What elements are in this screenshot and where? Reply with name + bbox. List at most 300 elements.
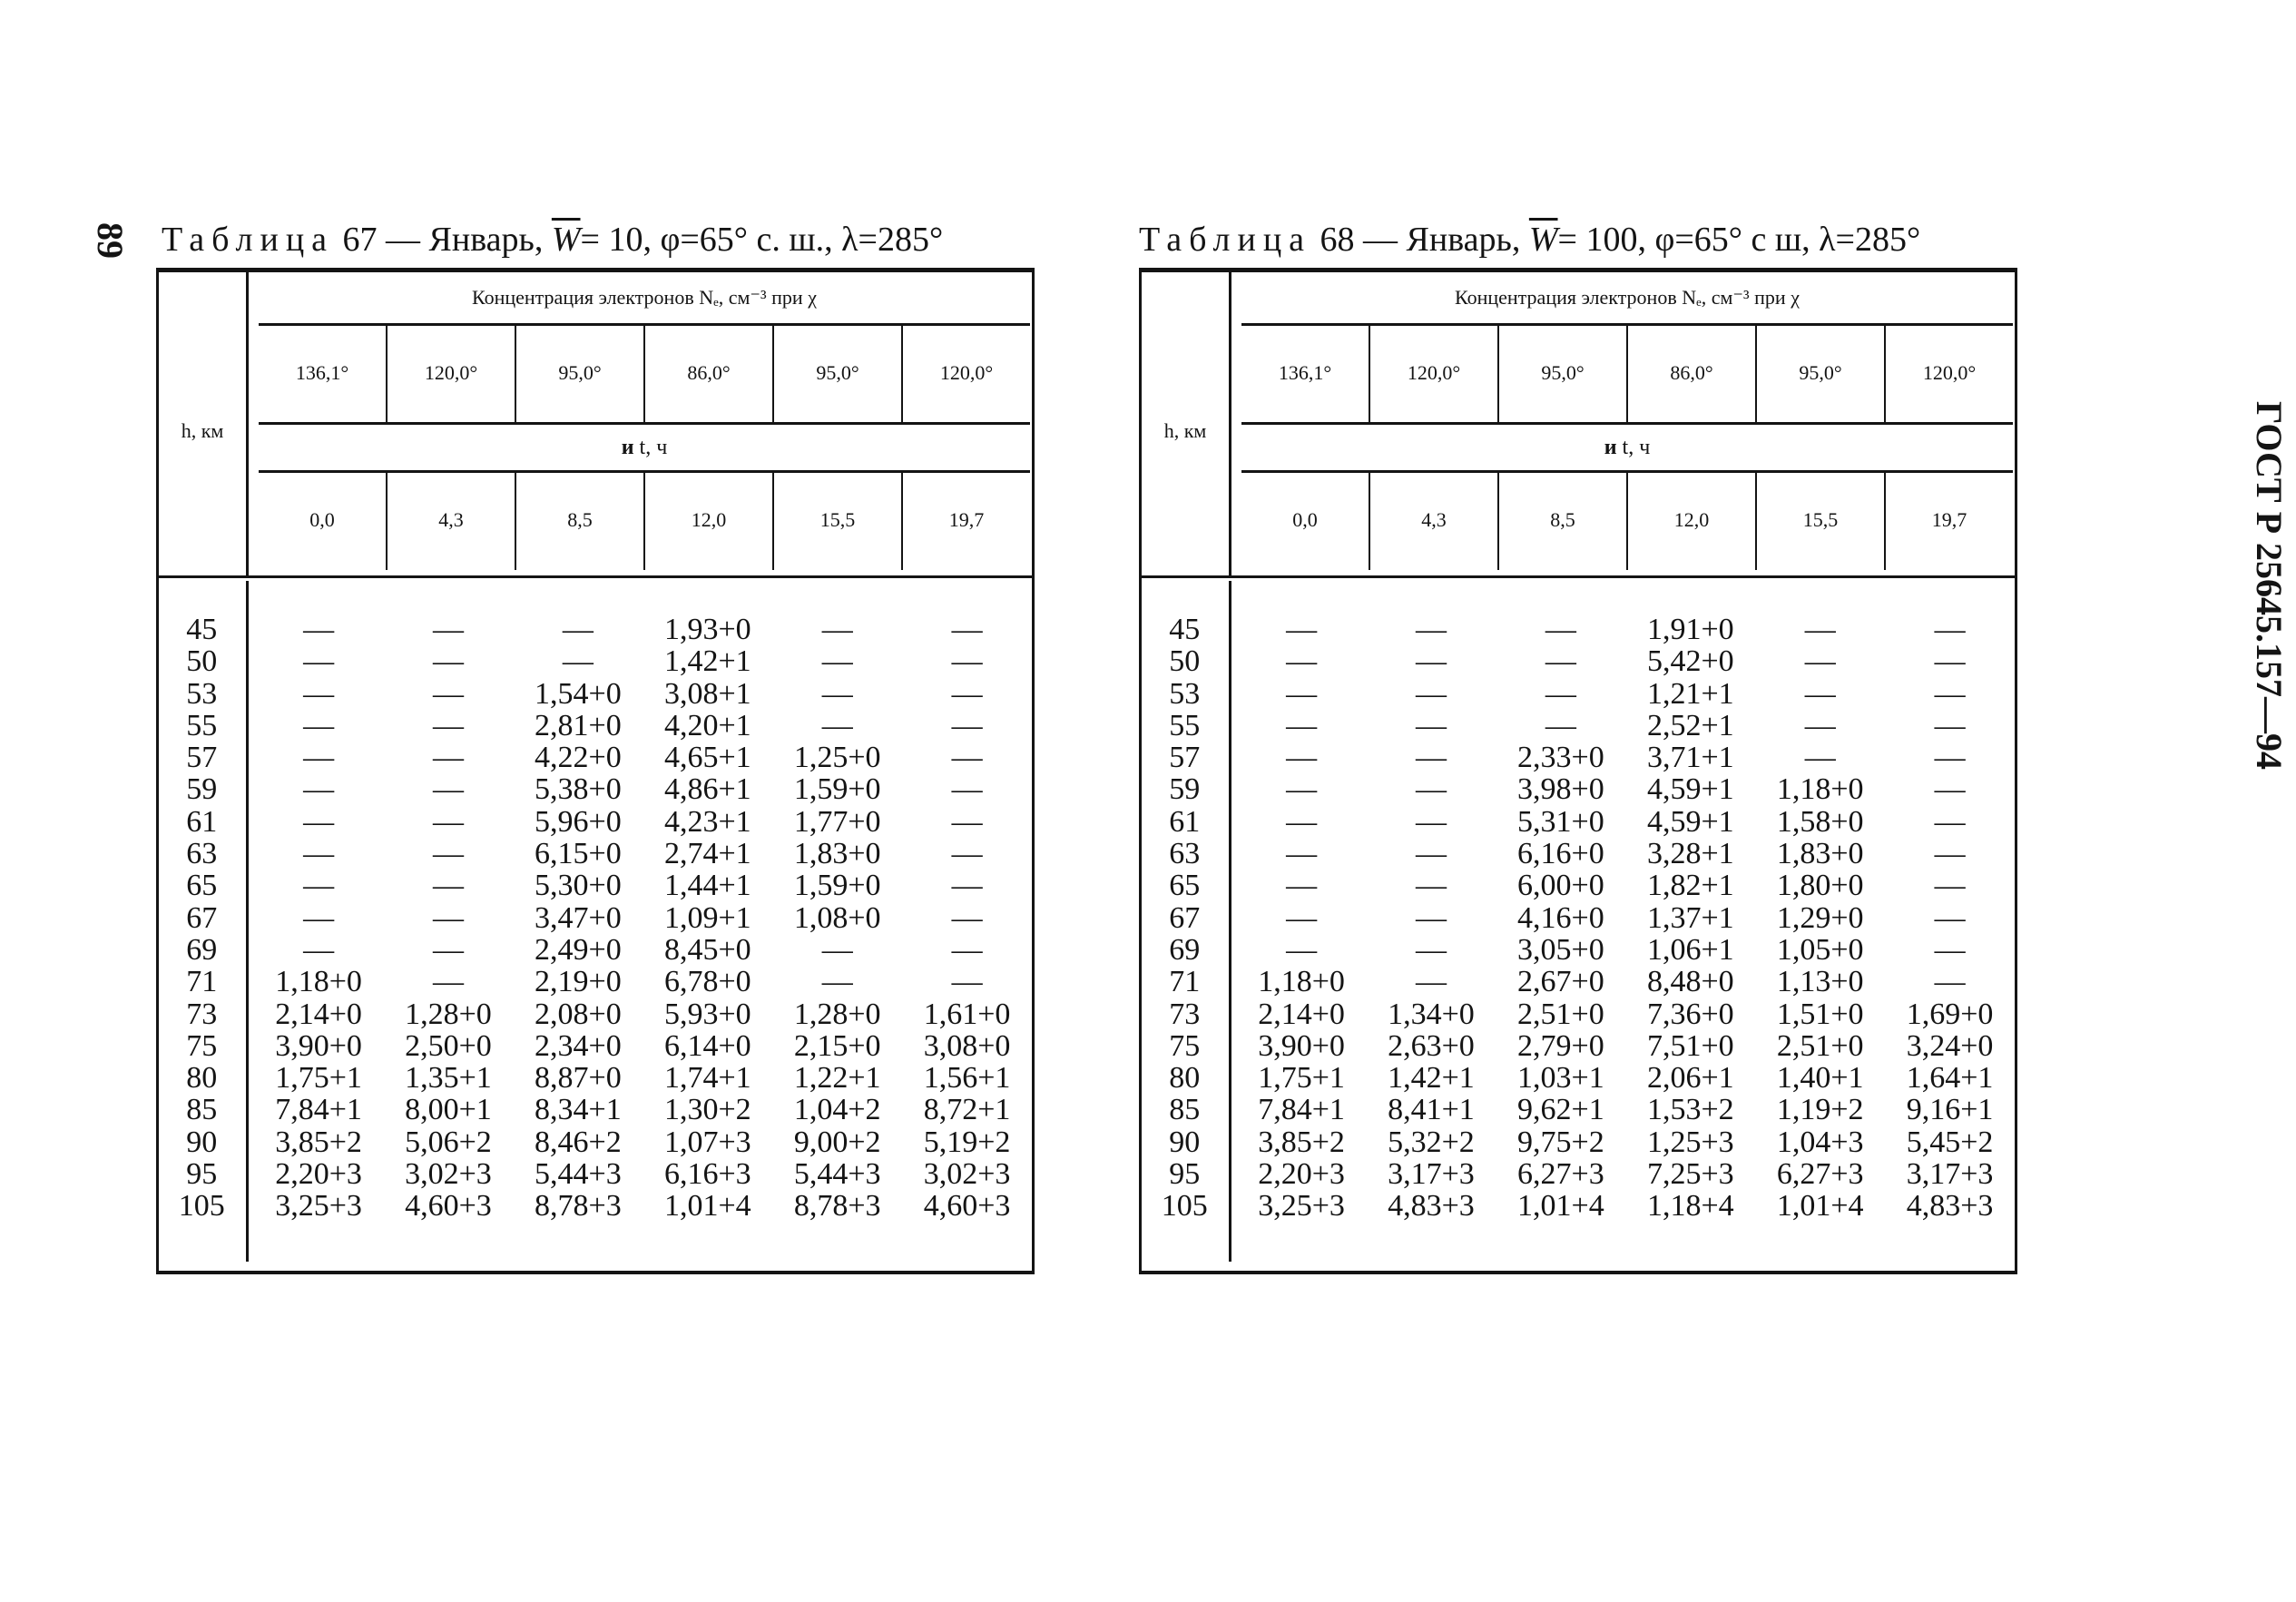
table-row [159,1030,1032,1062]
concentration-cell: 8,48+0 [1646,965,1734,999]
altitude-cell: 73 [1169,997,1201,1031]
page-number: 89 [90,222,131,259]
concentration-cell: — [303,837,335,871]
time-header-and: и [1604,436,1617,459]
concentration-cell: — [1804,644,1836,679]
concentration-cell: 5,93+0 [663,997,751,1031]
concentration-cell: — [1934,965,1966,999]
concentration-cell: 2,51+0 [1517,997,1604,1031]
chi-header-row [1241,323,2013,422]
altitude-cell: 80 [1169,1061,1201,1096]
concentration-cell: 1,61+0 [923,997,1011,1031]
t-cell: 8,5 [516,470,645,570]
caption-w-symbol: $\overline{W}$ [551,221,581,259]
concentration-cell: — [432,900,464,935]
concentration-cell: 6,78+0 [663,965,751,999]
altitude-cell: 90 [1169,1125,1201,1159]
concentration-cell: 8,78+3 [535,1189,622,1224]
concentration-cell: 3,02+3 [923,1157,1011,1192]
concentration-cell: — [1415,772,1447,807]
chi-cell: 120,0° [1370,323,1499,422]
altitude-cell: 75 [186,1028,218,1063]
concentration-cell: 6,27+3 [1776,1157,1864,1192]
concentration-cell: 1,69+0 [1906,997,1994,1031]
concentration-cell: — [1934,869,1966,903]
concentration-cell: — [303,676,335,711]
altitude-cell: 55 [1169,708,1201,742]
concentration-cell: — [1415,644,1447,679]
concentration-cell: 1,44+1 [663,869,751,903]
altitude-cell: 50 [186,644,218,679]
concentration-cell: — [303,932,335,967]
concentration-cell: 1,54+0 [535,676,622,711]
concentration-cell: — [1415,741,1447,775]
concentration-cell: 7,36+0 [1646,997,1734,1031]
concentration-cell: 1,77+0 [793,804,881,839]
concentration-cell: 5,30+0 [535,869,622,903]
table-row [1142,742,2015,773]
concentration-cell: — [1804,676,1836,711]
concentration-cell: — [951,741,983,775]
concentration-cell: — [951,837,983,871]
concentration-cell: 4,65+1 [663,741,751,775]
concentration-cell: 3,28+1 [1646,837,1734,871]
concentration-cell: 5,44+3 [535,1157,622,1192]
table-row [1142,1062,2015,1094]
concentration-cell: 7,51+0 [1646,1028,1734,1063]
altitude-cell: 95 [186,1157,218,1192]
concentration-cell: 1,82+1 [1646,869,1734,903]
altitude-cell: 65 [1169,869,1201,903]
t-cell: 19,7 [1931,508,1967,531]
concentration-cell: 8,87+0 [535,1061,622,1096]
table-row [1142,645,2015,677]
concentration-cell: 1,18+0 [275,965,362,999]
table-row [159,1190,1032,1222]
concentration-cell: 8,72+1 [923,1093,1011,1127]
table-67-body [159,614,1032,1223]
t-cell: 0,0 [1241,470,1370,570]
concentration-cell: — [1286,772,1318,807]
t-cell: 8,5 [1499,470,1628,570]
concentration-cell: 3,85+2 [1258,1125,1345,1159]
t-cell: 15,5 [1757,470,1886,570]
concentration-cell: — [303,741,335,775]
altitude-cell: 63 [1169,837,1201,871]
concentration-cell: — [1545,708,1576,742]
concentration-cell: — [1545,676,1576,711]
altitude-cell: 53 [1169,676,1201,711]
concentration-cell: 4,83+3 [1906,1189,1994,1224]
concentration-cell: 1,37+1 [1646,900,1734,935]
concentration-cell: — [1415,900,1447,935]
concentration-cell: — [1415,932,1447,967]
chi-header-row [259,323,1030,422]
altitude-cell: 53 [186,676,218,711]
caption-number: 68 [1320,221,1355,259]
table-row [159,966,1032,998]
concentration-cell: — [1286,804,1318,839]
h-column-header [159,272,249,575]
altitude-cell: 85 [186,1093,218,1127]
altitude-cell: 69 [186,932,218,967]
header-rule [159,575,1032,578]
concentration-cell: 7,84+1 [275,1093,362,1127]
concentration-cell: — [951,772,983,807]
concentration-cell: — [1415,708,1447,742]
concentration-cell: 2,79+0 [1517,1028,1604,1063]
concentration-cell: 2,19+0 [535,965,622,999]
concentration-cell: 3,08+0 [923,1028,1011,1063]
concentration-cell: — [303,708,335,742]
concentration-cell: — [1286,869,1318,903]
table-row [159,645,1032,677]
concentration-cell: — [951,932,983,967]
concentration-cell: 2,06+1 [1646,1061,1734,1096]
chi-cell: 136,1° [1241,323,1370,422]
chi-cell: 95,0° [1499,323,1628,422]
time-header-label: t, ч [639,436,668,459]
concentration-cell: 1,83+0 [1776,837,1864,871]
concentration-cell: 1,01+4 [663,1189,751,1224]
concentration-cell: 1,09+1 [663,900,751,935]
concentration-cell: — [1545,644,1576,679]
concentration-cell: 1,93+0 [663,613,751,646]
table-68-caption [1139,218,1920,261]
table-row [1142,998,2015,1030]
concentration-cell: — [303,772,335,807]
concentration-cell: — [1415,613,1447,646]
concentration-cell: — [1415,837,1447,871]
concentration-cell: 1,42+1 [663,644,751,679]
chi-cell: 95,0° [774,323,903,422]
table-row [159,1126,1032,1158]
table-row [1142,1158,2015,1190]
table-row [159,934,1032,966]
concentration-cell: 1,04+2 [793,1093,881,1127]
concentration-cell: 4,59+1 [1646,772,1734,807]
altitude-cell: 57 [186,741,218,775]
concentration-cell: 2,81+0 [535,708,622,742]
table-row [1142,773,2015,805]
table-row [159,614,1032,645]
concentration-cell: — [1934,644,1966,679]
concentration-cell: 1,01+4 [1776,1189,1864,1224]
altitude-cell: 71 [186,965,218,999]
concentration-cell: — [821,965,853,999]
concentration-cell: — [303,644,335,679]
concentration-cell: 1,59+0 [793,869,881,903]
time-header [1241,422,2013,473]
time-header-and: и [621,436,634,459]
concentration-cell: — [432,644,464,679]
altitude-cell: 57 [1169,741,1201,775]
altitude-cell: 67 [186,900,218,935]
table-row [159,870,1032,901]
altitude-cell: 85 [1169,1093,1201,1127]
table-row [1142,806,2015,838]
concentration-cell: 4,20+1 [663,708,751,742]
concentration-cell: 1,25+3 [1646,1125,1734,1159]
concentration-cell: — [1934,900,1966,935]
concentration-cell: 1,59+0 [793,772,881,807]
concentration-cell: — [951,965,983,999]
concentration-cell: — [821,613,853,646]
concentration-cell: 2,34+0 [535,1028,622,1063]
concentration-cell: 1,30+2 [663,1093,751,1127]
table-row [1142,614,2015,645]
concentration-header: Концентрация электронов Nₑ, см⁻³ при χ [259,272,1030,326]
altitude-cell: 105 [1161,1189,1208,1224]
concentration-cell: — [1286,837,1318,871]
table-67-caption [162,218,943,261]
altitude-cell: 59 [1169,772,1201,807]
concentration-cell: 1,80+0 [1776,869,1864,903]
concentration-cell: 7,84+1 [1258,1093,1345,1127]
table-67 [156,268,1035,1274]
caption-params: = 100, φ=65° с ш, λ=285° [1557,221,1921,259]
concentration-cell: 9,00+2 [793,1125,881,1159]
time-header-label: t, ч [1622,436,1651,459]
concentration-cell: 2,67+0 [1517,965,1604,999]
altitude-cell: 67 [1169,900,1201,935]
concentration-cell: 5,45+2 [1906,1125,1994,1159]
concentration-cell: — [821,708,853,742]
concentration-cell: 2,20+3 [1258,1157,1345,1192]
concentration-cell: 2,14+0 [1258,997,1345,1031]
concentration-cell: 8,00+1 [405,1093,492,1127]
concentration-cell: — [432,613,464,646]
concentration-cell: 6,00+0 [1517,869,1604,903]
concentration-cell: — [1934,741,1966,775]
concentration-cell: 4,86+1 [663,772,751,807]
concentration-cell: 1,01+4 [1517,1189,1604,1224]
concentration-cell: 1,42+1 [1388,1061,1475,1096]
concentration-cell: — [1934,708,1966,742]
altitude-cell: 63 [186,837,218,871]
concentration-cell: — [1934,837,1966,871]
table-row [159,998,1032,1030]
concentration-cell: 2,15+0 [793,1028,881,1063]
altitude-cell: 95 [1169,1157,1201,1192]
concentration-cell: 2,08+0 [535,997,622,1031]
concentration-cell: — [432,869,464,903]
table-68 [1139,268,2017,1274]
concentration-cell: — [1286,676,1318,711]
concentration-cell: — [1415,804,1447,839]
concentration-cell: — [951,804,983,839]
concentration-cell: 1,08+0 [793,900,881,935]
concentration-cell: 4,60+3 [405,1189,492,1224]
concentration-cell: 6,14+0 [663,1028,751,1063]
table-row [1142,902,2015,934]
concentration-cell: 2,33+0 [1517,741,1604,775]
altitude-cell: 105 [178,1189,225,1224]
concentration-cell: 1,40+1 [1776,1061,1864,1096]
table-row [159,742,1032,773]
t-cell: 4,3 [1370,470,1499,570]
concentration-cell: 3,17+3 [1906,1157,1994,1192]
concentration-cell: — [1934,613,1966,646]
concentration-cell: 1,18+0 [1776,772,1864,807]
concentration-cell: 4,23+1 [663,804,751,839]
table-row [159,678,1032,710]
concentration-cell: 3,98+0 [1517,772,1604,807]
concentration-cell: 4,16+0 [1517,900,1604,935]
concentration-cell: 9,16+1 [1906,1093,1994,1127]
concentration-cell: 8,34+1 [535,1093,622,1127]
concentration-cell: 2,20+3 [275,1157,362,1192]
concentration-cell: 2,63+0 [1388,1028,1475,1063]
altitude-cell: 55 [186,708,218,742]
concentration-cell: 2,52+1 [1646,708,1734,742]
concentration-cell: 1,18+4 [1646,1189,1734,1224]
table-row [1142,678,2015,710]
concentration-cell: — [1286,644,1318,679]
concentration-cell: 5,42+0 [1646,644,1734,679]
concentration-cell: 1,75+1 [275,1061,362,1096]
chi-cell: 95,0° [516,323,645,422]
concentration-cell: 3,17+3 [1388,1157,1475,1192]
header-rule [1142,575,2015,578]
concentration-cell: — [1934,676,1966,711]
concentration-cell: 2,49+0 [535,932,622,967]
altitude-cell: 69 [1169,932,1201,967]
chi-cell: 120,0° [388,323,516,422]
concentration-cell: — [432,708,464,742]
table-row [159,806,1032,838]
chi-cell: 136,1° [259,323,388,422]
concentration-cell: 3,05+0 [1517,932,1604,967]
concentration-cell: 5,06+2 [405,1125,492,1159]
time-header [259,422,1030,473]
concentration-cell: 9,62+1 [1517,1093,1604,1127]
concentration-cell: 1,07+3 [663,1125,751,1159]
concentration-cell: 3,90+0 [275,1028,362,1063]
concentration-cell: — [562,644,594,679]
concentration-cell: 5,96+0 [535,804,622,839]
concentration-cell: 1,05+0 [1776,932,1864,967]
altitude-cell: 71 [1169,965,1201,999]
altitude-cell: 80 [186,1061,218,1096]
concentration-cell: 5,31+0 [1517,804,1604,839]
concentration-cell: — [1415,676,1447,711]
concentration-cell: — [1934,772,1966,807]
concentration-cell: 1,35+1 [405,1061,492,1096]
concentration-cell: 3,24+0 [1906,1028,1994,1063]
time-header-row [259,470,1030,570]
concentration-cell: — [303,804,335,839]
t-cell: 15,5 [774,470,903,570]
concentration-cell: 4,60+3 [923,1189,1011,1224]
concentration-cell: — [1415,965,1447,999]
concentration-cell: 1,75+1 [1258,1061,1345,1096]
caption-lead: Таблица [1139,221,1312,259]
concentration-cell: 1,91+0 [1646,613,1734,646]
concentration-cell: 1,34+0 [1388,997,1475,1031]
chi-cell: 86,0° [1628,323,1757,422]
concentration-cell: 3,02+3 [405,1157,492,1192]
caption-month: — Январь, [1363,221,1521,259]
altitude-cell: 73 [186,997,218,1031]
chi-cell: 95,0° [1757,323,1886,422]
document-standard-id: ГОСТ Р 25645.157—94 [2249,400,2290,771]
concentration-cell: 2,50+0 [405,1028,492,1063]
concentration-cell: 5,38+0 [535,772,622,807]
table-row [159,773,1032,805]
concentration-cell: — [1286,708,1318,742]
caption-month: — Январь, [386,221,544,259]
concentration-cell: — [1286,900,1318,935]
concentration-cell: — [303,869,335,903]
table-row [159,1158,1032,1190]
concentration-cell: 1,53+2 [1646,1093,1734,1127]
concentration-cell: 1,28+0 [793,997,881,1031]
concentration-cell: 3,47+0 [535,900,622,935]
h-label: h, км [1163,419,1207,442]
concentration-cell: — [951,644,983,679]
concentration-cell: 1,22+1 [793,1061,881,1096]
concentration-cell: 1,83+0 [793,837,881,871]
altitude-cell: 61 [1169,804,1201,839]
concentration-cell: — [432,676,464,711]
h-column-header [1142,272,1231,575]
concentration-cell: — [951,613,983,646]
table-row [159,710,1032,742]
table-row [1142,934,2015,966]
concentration-cell: 1,64+1 [1906,1061,1994,1096]
table-row [1142,1126,2015,1158]
concentration-cell: 2,14+0 [275,997,362,1031]
concentration-cell: 1,56+1 [923,1061,1011,1096]
concentration-cell: 6,16+0 [1517,837,1604,871]
t-cell: 19,7 [948,508,985,531]
altitude-cell: 45 [1169,613,1201,646]
concentration-cell: — [1804,708,1836,742]
concentration-cell: 5,32+2 [1388,1125,1475,1159]
concentration-cell: — [562,613,594,646]
chi-cell: 120,0° [1922,361,1977,384]
concentration-cell: 1,19+2 [1776,1093,1864,1127]
concentration-cell: — [1934,804,1966,839]
table-row [1142,710,2015,742]
concentration-cell: 1,74+1 [663,1061,751,1096]
concentration-cell: 3,85+2 [275,1125,362,1159]
concentration-cell: 1,13+0 [1776,965,1864,999]
concentration-header: Концентрация электронов Nₑ, см⁻³ при χ [1241,272,2013,326]
concentration-cell: 1,29+0 [1776,900,1864,935]
concentration-cell: 5,19+2 [923,1125,1011,1159]
table-row [159,1062,1032,1094]
concentration-cell: — [821,932,853,967]
concentration-cell: — [1415,869,1447,903]
table-row [159,1094,1032,1125]
concentration-cell: — [1545,613,1576,646]
concentration-cell: 8,46+2 [535,1125,622,1159]
table-row [1142,1094,2015,1125]
concentration-cell: — [1934,932,1966,967]
table-row [159,902,1032,934]
concentration-cell: — [432,965,464,999]
concentration-cell: 1,03+1 [1517,1061,1604,1096]
concentration-cell: — [821,676,853,711]
table-row [1142,838,2015,870]
concentration-cell: 4,22+0 [535,741,622,775]
concentration-cell: 2,51+0 [1776,1028,1864,1063]
caption-w-symbol: $\overline{W}$ [1528,221,1558,259]
altitude-cell: 90 [186,1125,218,1159]
concentration-cell: — [432,932,464,967]
